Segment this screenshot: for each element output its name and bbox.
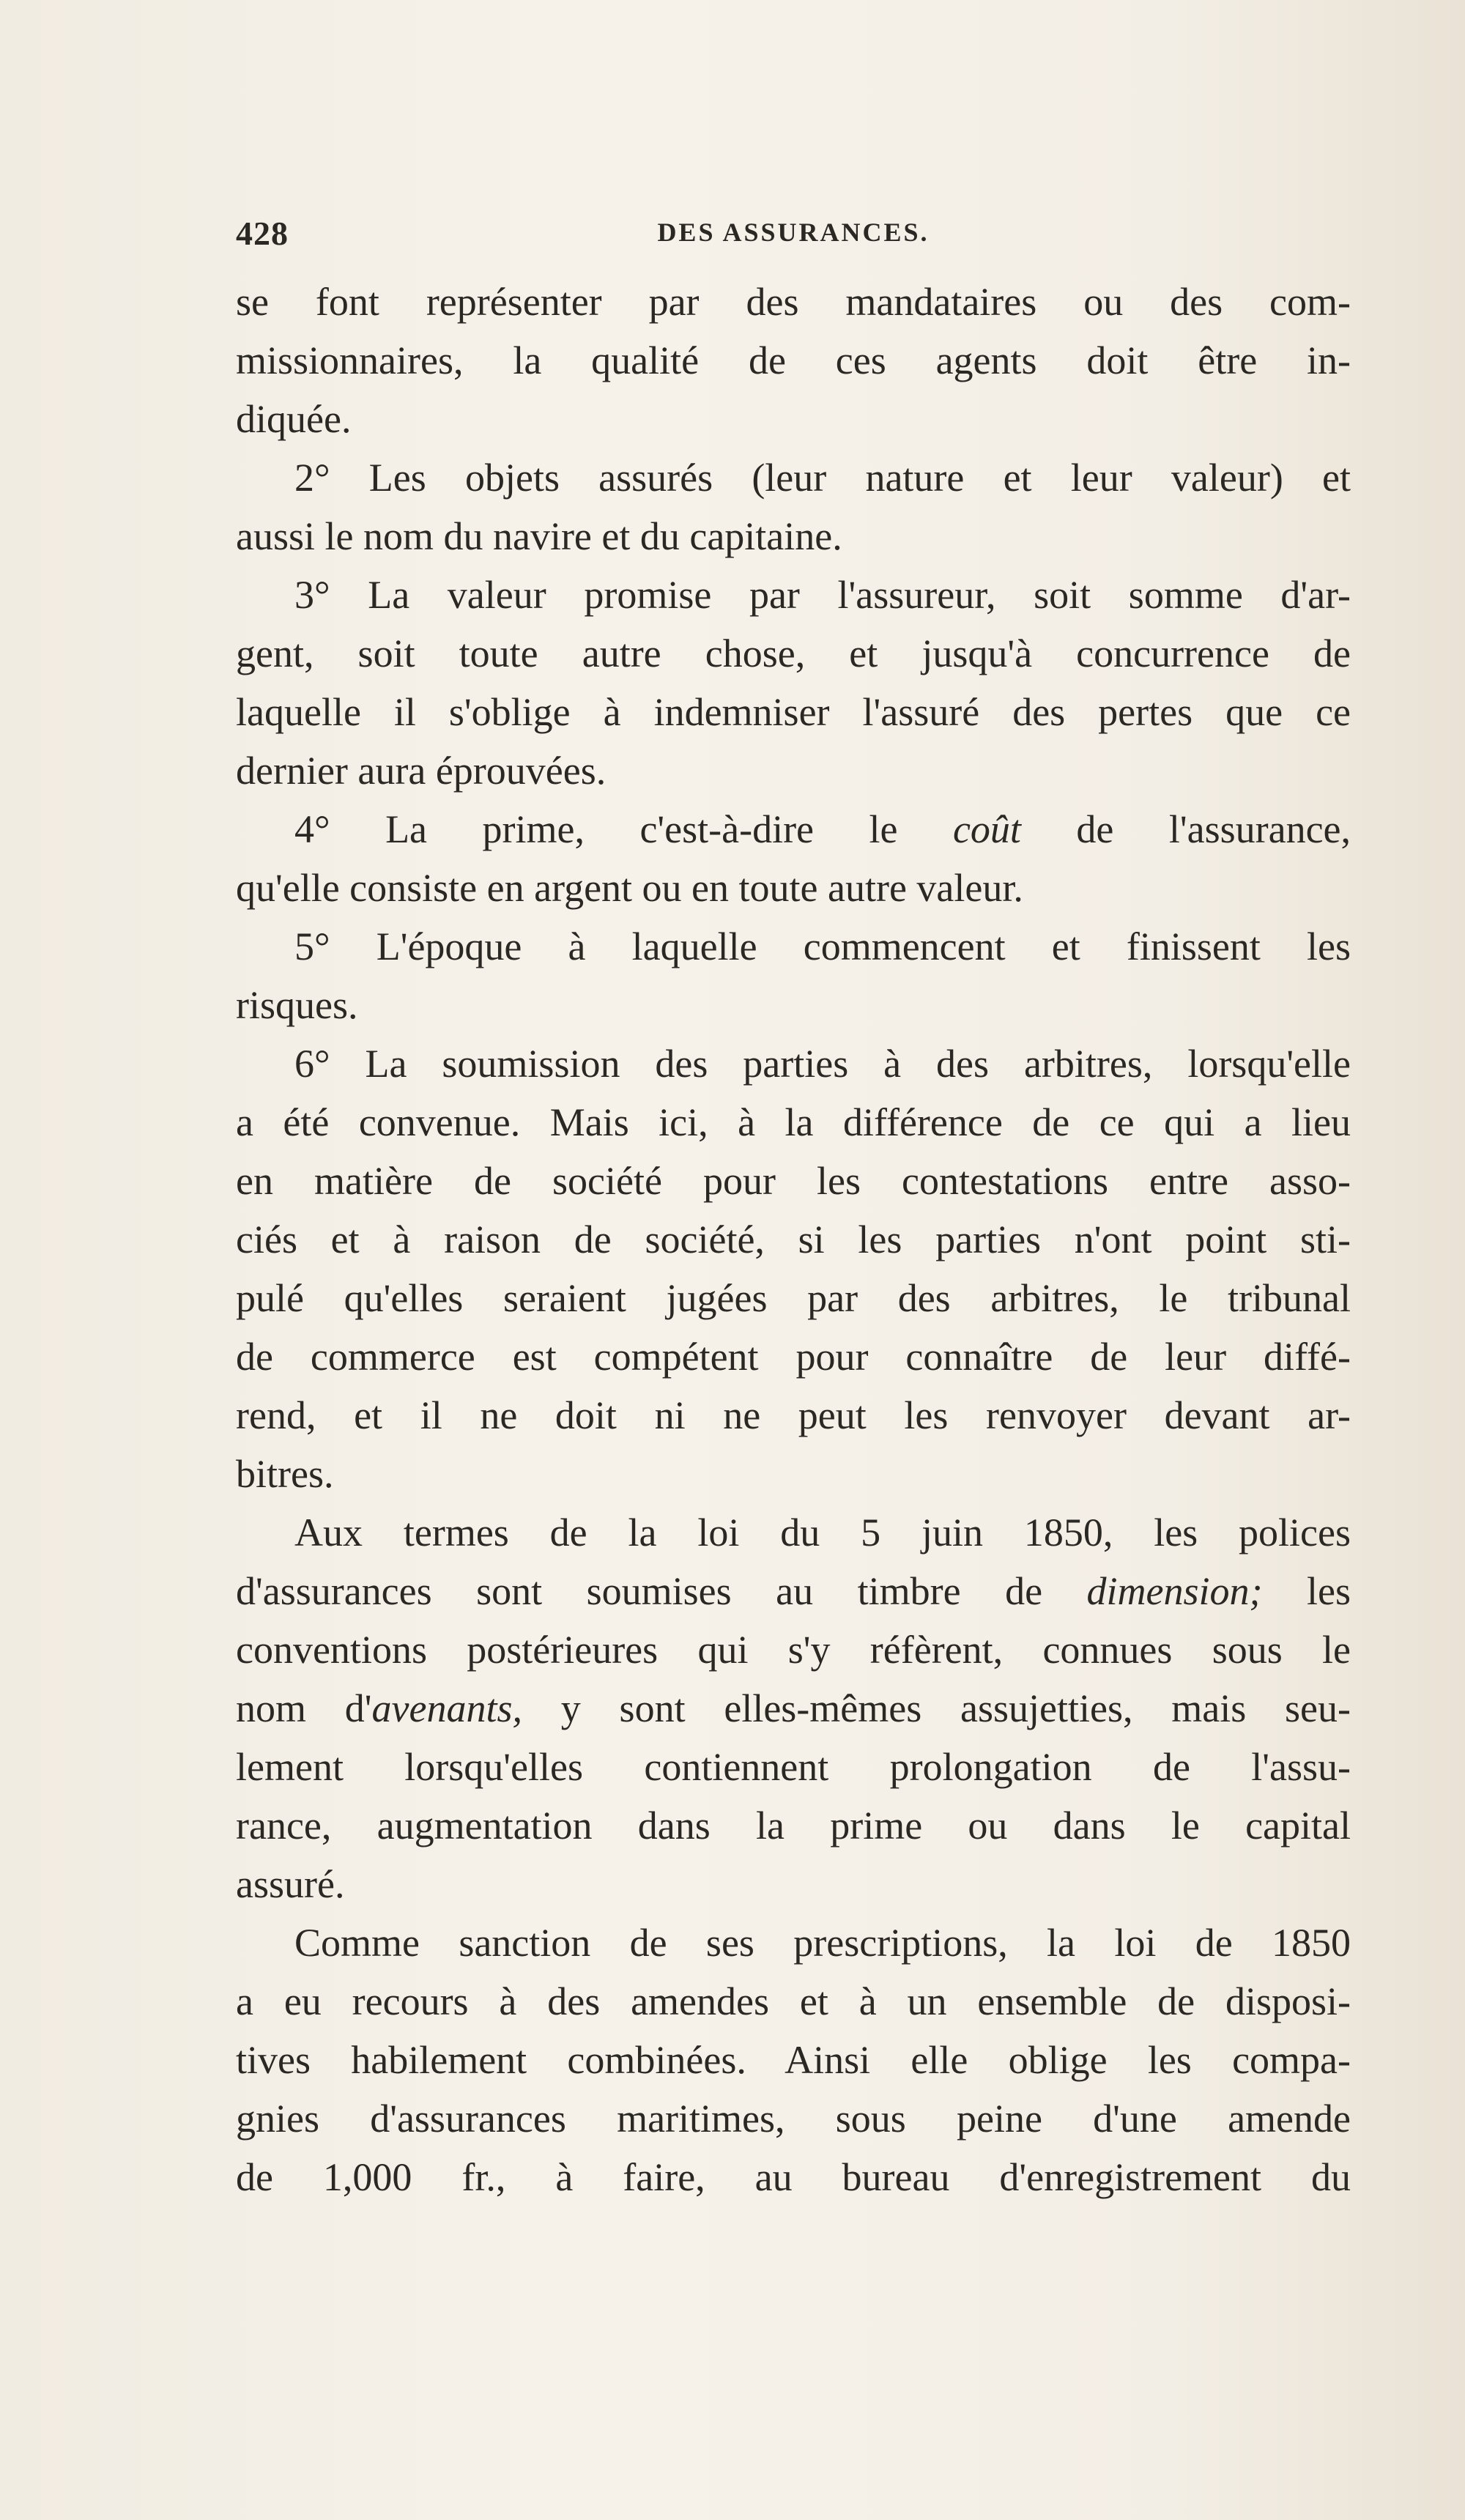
- text-line: de commerce est compétent pour connaître de leur diffé-: [236, 1335, 1351, 1379]
- text-line: risques.: [236, 983, 358, 1027]
- page-number: 428: [236, 215, 289, 252]
- page-header: [236, 214, 1351, 258]
- running-head: DES ASSURANCES.: [657, 218, 930, 247]
- text-line: ciés et à raison de société, si les parties n'ont point sti-: [236, 1218, 1351, 1261]
- body-text: [236, 273, 1351, 2206]
- text-line: lement lorsqu'elles contiennent prolongation de l'assu-: [236, 1745, 1351, 1789]
- text-line: 5° L'époque à laquelle commencent et finissent les: [294, 924, 1351, 968]
- text-line: assuré.: [236, 1862, 345, 1906]
- text-line: pulé qu'elles seraient jugées par des arbitres, le tribunal: [236, 1276, 1351, 1320]
- text-line: gnies d'assurances maritimes, sous peine d'une amende: [236, 2097, 1351, 2141]
- italic-term: dimension;: [1086, 1569, 1263, 1613]
- text-line: rend, et il ne doit ni ne peut les renvoyer devant ar-: [236, 1393, 1351, 1437]
- text-line: 4° La prime, c'est-à-dire le coût de l'assurance,: [294, 807, 1351, 851]
- text-line: 3° La valeur promise par l'assureur, soit somme d'ar-: [294, 573, 1351, 617]
- text-line: qu'elle consiste en argent ou en toute autre valeur.: [236, 866, 1023, 910]
- text-line: en matière de société pour les contestations entre asso-: [236, 1159, 1351, 1203]
- text-line: a eu recours à des amendes et à un ensemble de disposi-: [236, 1979, 1351, 2023]
- text-line: aussi le nom du navire et du capitaine.: [236, 514, 842, 558]
- text-line: dernier aura éprouvées.: [236, 749, 607, 793]
- text-line: diquée.: [236, 397, 352, 441]
- text-line: 2° Les objets assurés (leur nature et leur valeur) et: [294, 456, 1351, 500]
- text-line: nom d'avenants, y sont elles-mêmes assujetties, mais seu-: [236, 1686, 1351, 1730]
- italic-term: coût: [952, 807, 1021, 851]
- text-line: de 1,000 fr., à faire, au bureau d'enregistrement du: [236, 2155, 1351, 2199]
- text-line: se font représenter par des mandataires ou des com-: [236, 280, 1351, 324]
- text-line: a été convenue. Mais ici, à la différence de ce qui a lieu: [236, 1100, 1351, 1144]
- text-line: d'assurances sont soumises au timbre de dimension; les: [236, 1569, 1351, 1613]
- text-line: rance, augmentation dans la prime ou dans le capital: [236, 1804, 1351, 1848]
- text-line: conventions postérieures qui s'y réfèrent, connues sous le: [236, 1628, 1351, 1672]
- text-line: gent, soit toute autre chose, et jusqu'à concurrence de: [236, 631, 1351, 675]
- text-line: laquelle il s'oblige à indemniser l'assuré des pertes que ce: [236, 690, 1351, 734]
- text-line: Comme sanction de ses prescriptions, la loi de 1850: [294, 1921, 1351, 1965]
- text-line: 6° La soumission des parties à des arbitres, lorsqu'elle: [294, 1042, 1351, 1086]
- text-line: missionnaires, la qualité de ces agents doit être in-: [236, 338, 1351, 382]
- italic-term: avenants,: [371, 1686, 522, 1730]
- text-line: tives habilement combinées. Ainsi elle oblige les compa-: [236, 2038, 1351, 2082]
- text-line: bitres.: [236, 1452, 334, 1496]
- text-line: Aux termes de la loi du 5 juin 1850, les polices: [294, 1511, 1351, 1554]
